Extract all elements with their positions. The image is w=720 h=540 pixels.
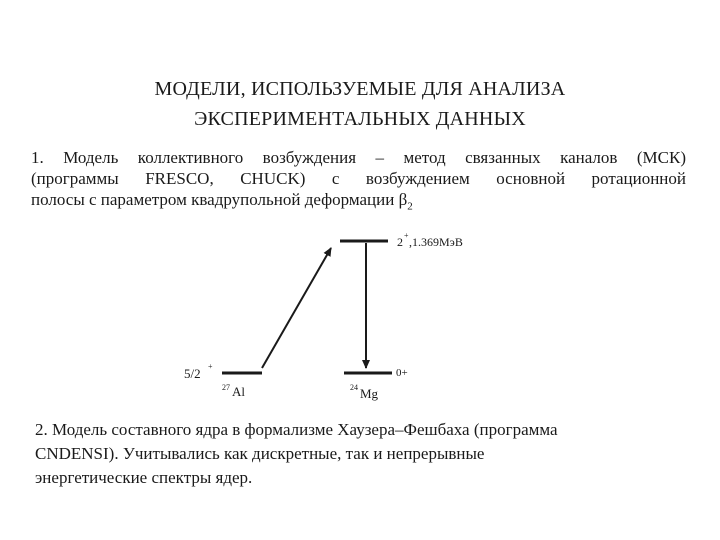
model-2-line-3: энергетические спектры ядер. xyxy=(35,468,253,487)
ground-level-label: 0+ xyxy=(396,367,408,379)
model-1-line-1: 1. Модель коллективного возбуждения – метод связанных каналов (МСК) xyxy=(31,148,686,167)
model-2-paragraph xyxy=(35,418,695,490)
excitation-arrow xyxy=(262,248,331,368)
residual-mass-number: 24 xyxy=(350,383,358,392)
model-2-line-2: CNDENSI). Учитывались как дискретные, так и непрерывные xyxy=(35,444,485,463)
excited-level-spin: 2 xyxy=(397,235,403,249)
target-parity: + xyxy=(208,362,213,371)
model-2-line-1: 2. Модель составного ядра в формализме Хаузера–Фешбаха (программа xyxy=(35,420,558,439)
slide-title-line-1: МОДЕЛИ, ИСПОЛЬЗУЕМЫЕ ДЛЯ АНАЛИЗА xyxy=(154,78,566,100)
model-1-line-2: (программы FRESCO, CHUCK) с возбуждением основной ротационной xyxy=(31,169,686,188)
target-spin: 5/2 xyxy=(184,366,201,381)
residual-element: Mg xyxy=(360,386,379,401)
excited-level-parity: + xyxy=(404,231,409,240)
excited-level-energy: ,1.369МэВ xyxy=(409,235,463,249)
target-mass-number: 27 xyxy=(222,383,230,392)
target-element: Al xyxy=(232,384,245,399)
model-1-line-3-text: полосы с параметром квадрупольной деформации xyxy=(31,190,399,209)
beta-symbol: β xyxy=(398,190,408,209)
beta-subscript: 2 xyxy=(407,200,413,213)
slide-title-line-2: ЭКСПЕРИМЕНТАЛЬНЫХ ДАННЫХ xyxy=(194,108,526,130)
